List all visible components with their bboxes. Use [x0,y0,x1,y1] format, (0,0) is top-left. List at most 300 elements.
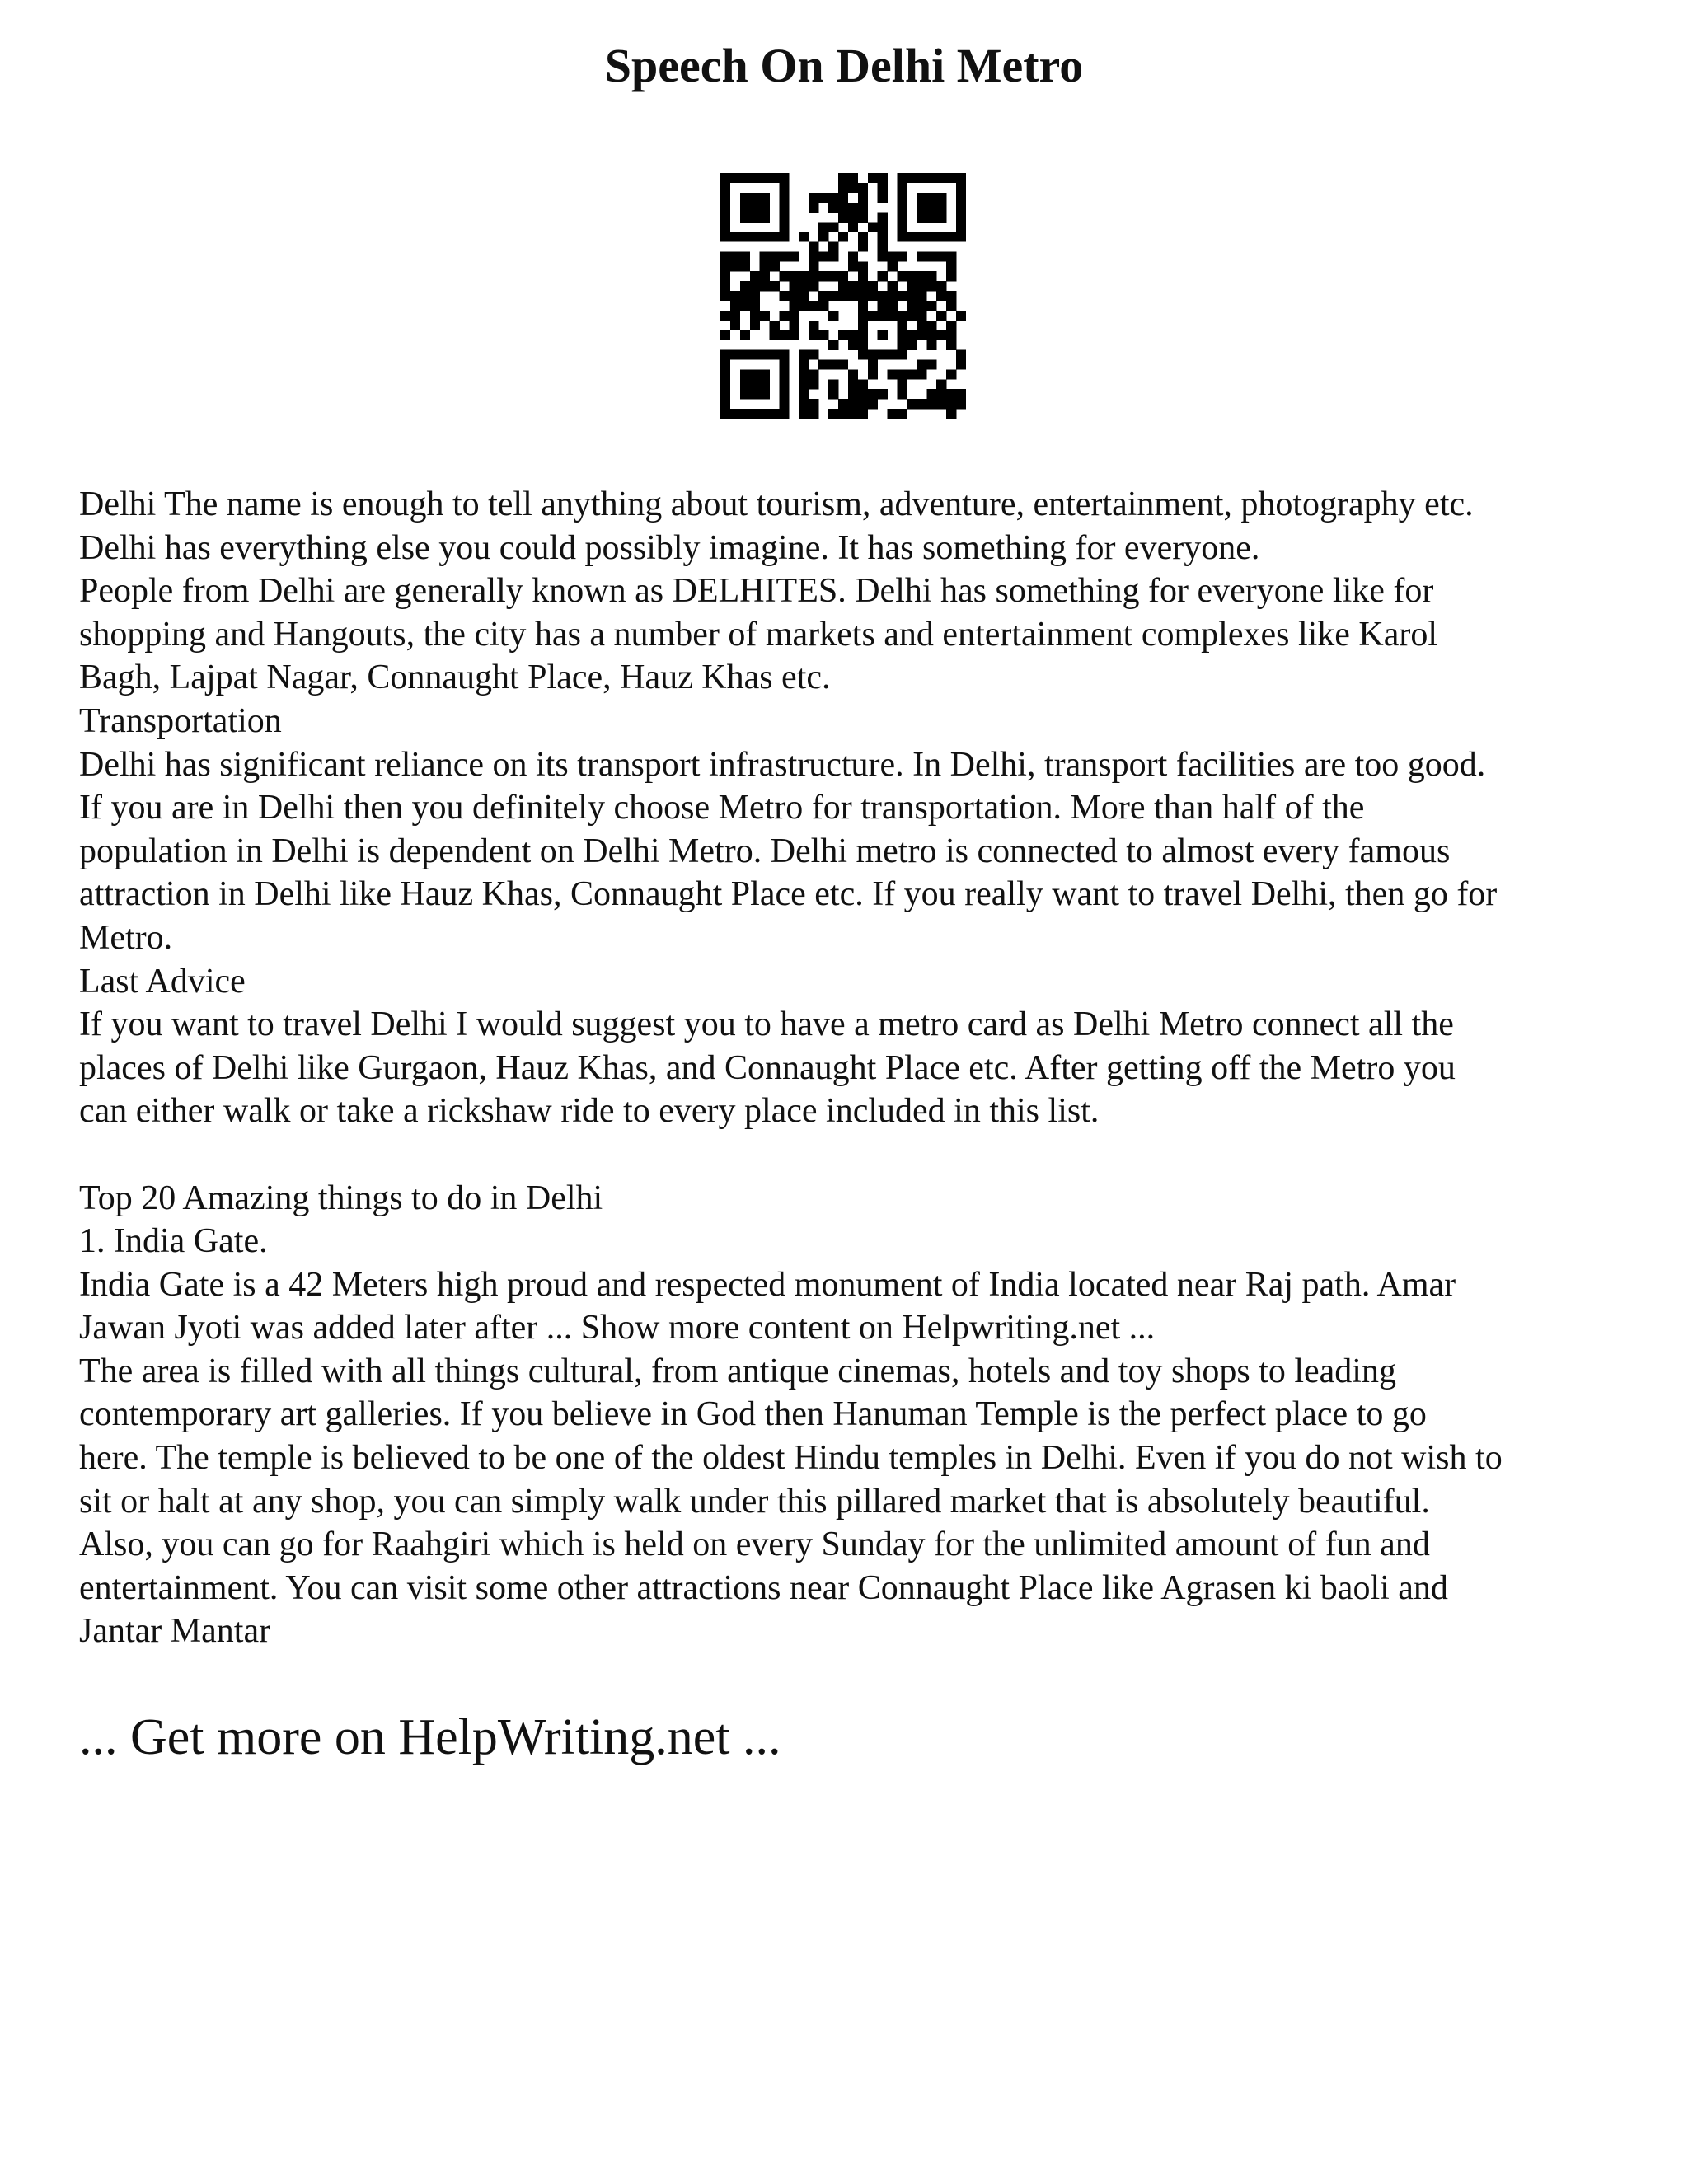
qr-module [907,232,917,242]
qr-module [750,193,760,203]
qr-module [848,389,858,399]
qr-module [926,173,936,183]
qr-module [888,301,898,311]
qr-module [720,173,730,183]
qr-module [740,350,750,360]
get-more-link[interactable]: ... Get more on HelpWriting.net ... [79,1709,781,1765]
qr-module [770,409,780,419]
qr-module [888,350,898,360]
qr-module [720,389,730,399]
qr-module [878,330,888,340]
qr-module [956,193,966,203]
qr-module [809,399,818,409]
qr-module [956,389,966,399]
qr-module [946,261,956,271]
body-line: People from Delhi are generally known as DELHITES. Delhi has something for everyone like for [79,572,1434,611]
qr-module [780,193,790,203]
qr-module [750,311,760,321]
qr-module [780,271,790,281]
qr-module [917,291,926,301]
qr-module [809,350,818,360]
qr-module [838,271,848,281]
qr-module [780,399,790,409]
qr-module [780,173,790,183]
qr-module [858,241,868,251]
body-line: Bagh, Lajpat Nagar, Connaught Place, Hauz Khas etc. [79,658,831,697]
qr-module [740,281,750,291]
qr-module [848,251,858,261]
qr-module [946,340,956,350]
qr-module [799,379,809,389]
qr-module [898,271,907,281]
qr-module [799,409,809,419]
qr-module [858,203,868,213]
qr-module [848,173,858,183]
qr-module [917,203,926,213]
qr-module [760,173,770,183]
body-line: shopping and Hangouts, the city has a number of markets and entertainment complexes like Karol [79,615,1438,654]
body-line: Jantar Mantar [79,1612,271,1651]
qr-module [750,301,760,311]
qr-module [720,359,730,369]
qr-module [770,232,780,242]
qr-module [946,409,956,419]
qr-module [809,321,818,330]
qr-module [858,340,868,350]
qr-module [907,369,917,379]
qr-module [760,261,770,271]
qr-module [750,389,760,399]
qr-module [936,281,946,291]
qr-module [789,330,799,340]
qr-module [828,193,838,203]
qr-module [946,389,956,399]
qr-module [956,213,966,223]
qr-module [878,301,888,311]
qr-module [750,409,760,419]
qr-module [868,350,878,360]
qr-module [740,173,750,183]
qr-module [917,311,926,321]
qr-module [720,251,730,261]
qr-module [917,359,926,369]
qr-module [818,291,828,301]
qr-module [760,271,770,281]
qr-module [809,271,818,281]
qr-module [789,281,799,291]
qr-module [740,213,750,223]
qr-module [898,203,907,213]
qr-module [780,379,790,389]
qr-module [878,251,888,261]
body-line: entertainment. You can visit some other attractions near Connaught Place like Agrasen ki baoli and [79,1568,1448,1607]
qr-module [917,232,926,242]
qr-module [789,271,799,281]
document-body [79,483,1629,1653]
qr-module [789,301,799,311]
qr-module [809,369,818,379]
qr-module [868,369,878,379]
qr-module [780,311,790,321]
qr-module [926,281,936,291]
qr-module [946,399,956,409]
qr-module [809,241,818,251]
qr-module [888,311,898,321]
qr-module [946,251,956,261]
qr-module [720,399,730,409]
qr-module [720,261,730,271]
qr-module [926,232,936,242]
qr-module [898,223,907,232]
qr-module [780,213,790,223]
qr-module [818,232,828,242]
qr-module [720,369,730,379]
qr-module [926,359,936,369]
qr-module [858,291,868,301]
qr-module [799,359,809,369]
qr-module [809,203,818,213]
qr-module [799,301,809,311]
qr-module [858,399,868,409]
body-line: Delhi The name is enough to tell anything about tourism, adventure, entertainment, photography etc. [79,485,1474,523]
qr-module [828,340,838,350]
qr-module [780,359,790,369]
qr-module [838,330,848,340]
qr-module [730,311,740,321]
qr-module [926,321,936,330]
qr-module [917,301,926,311]
qr-module [838,173,848,183]
qr-module [818,251,828,261]
qr-module [946,291,956,301]
body-line: Top 20 Amazing things to do in Delhi [79,1179,603,1217]
qr-module [828,409,838,419]
qr-module [868,173,878,183]
qr-module [730,301,740,311]
qr-module [956,223,966,232]
qr-module [720,213,730,223]
qr-module [946,173,956,183]
qr-module [770,281,780,291]
qr-module [780,409,790,419]
qr-module [898,350,907,360]
qr-module [780,232,790,242]
qr-module [946,301,956,311]
qr-module [936,173,946,183]
qr-module [907,311,917,321]
qr-module [936,379,946,389]
qr-module [888,369,898,379]
qr-module [799,350,809,360]
qr-module [936,399,946,409]
qr-module [946,369,956,379]
qr-module [878,291,888,301]
qr-module [907,399,917,409]
qr-module [946,330,956,340]
qr-module [878,183,888,193]
qr-module [809,261,818,271]
qr-module [848,281,858,291]
body-line [79,1133,1629,1177]
qr-module [730,173,740,183]
body-line: Jawan Jyoti was added later after ... Show more content on Helpwriting.net ... [79,1309,1156,1347]
qr-module [878,213,888,223]
qr-module [956,173,966,183]
qr-module [848,330,858,340]
qr-module [917,369,926,379]
qr-module [760,251,770,261]
body-line: population in Delhi is dependent on Delhi Metro. Delhi metro is connected to almost every famous [79,832,1451,870]
qr-module [858,321,868,330]
qr-module [907,340,917,350]
qr-module [917,321,926,330]
qr-module [740,301,750,311]
qr-module [917,330,926,340]
qr-module [858,193,868,203]
qr-module [740,379,750,389]
qr-module [838,281,848,291]
qr-module [770,330,780,340]
qr-module [740,389,750,399]
qr-module [858,183,868,193]
qr-module [730,232,740,242]
qr-module [838,213,848,223]
qr-module [907,271,917,281]
qr-module [898,232,907,242]
qr-module [789,291,799,301]
qr-module [828,251,838,261]
qr-module [770,321,780,330]
qr-module [760,193,770,203]
qr-module [799,389,809,399]
qr-module [898,251,907,261]
qr-module [926,340,936,350]
qr-module [926,251,936,261]
qr-module [760,203,770,213]
qr-module [878,271,888,281]
qr-module [799,281,809,291]
qr-module [818,271,828,281]
qr-module [780,183,790,193]
qr-module [956,399,966,409]
qr-module [780,369,790,379]
qr-module [818,359,828,369]
qr-module [907,291,917,301]
qr-module [770,173,780,183]
qr-module [878,350,888,360]
qr-code-graphic [720,173,966,419]
qr-module [838,399,848,409]
qr-module [780,203,790,213]
qr-module [888,291,898,301]
qr-module [760,379,770,389]
qr-module [858,389,868,399]
qr-module [858,213,868,223]
qr-module [858,409,868,419]
qr-module [780,350,790,360]
qr-module [838,291,848,301]
qr-module [720,291,730,301]
qr-module [828,203,838,213]
qr-module [818,193,828,203]
qr-module [828,291,838,301]
qr-module [936,330,946,340]
qr-module [917,213,926,223]
qr-module [888,261,898,271]
qr-module [888,409,898,419]
qr-module [858,330,868,340]
qr-module [818,330,828,340]
qr-module [740,203,750,213]
qr-module [868,399,878,409]
qr-module [898,311,907,321]
qr-module [848,340,858,350]
qr-module [858,350,868,360]
qr-module [740,291,750,301]
qr-module [848,261,858,271]
qr-module [926,193,936,203]
body-line: can either walk or take a rickshaw ride to every place included in this list. [79,1092,1100,1131]
qr-module [926,389,936,399]
qr-module [917,251,926,261]
body-line: If you want to travel Delhi I would suggest you to have a metro card as Delhi Metro connect all the [79,1005,1454,1044]
body-line: places of Delhi like Gurgaon, Hauz Khas, and Connaught Place etc. After getting off the Metro you [79,1048,1456,1087]
body-line: Delhi has everything else you could possibly imagine. It has something for everyone. [79,528,1260,567]
qr-module [809,409,818,419]
qr-module [898,330,907,340]
qr-module [809,281,818,291]
qr-module [720,281,730,291]
qr-module [750,369,760,379]
qr-module [750,173,760,183]
qr-module [720,232,730,242]
qr-module [878,173,888,183]
body-line: Delhi has significant reliance on its transport infrastructure. In Delhi, transport facilities are too good. [79,745,1486,784]
qr-module [926,301,936,311]
qr-module [838,183,848,193]
qr-module [878,193,888,203]
qr-module [946,232,956,242]
qr-module [750,350,760,360]
qr-module [809,379,818,389]
qr-module [888,281,898,291]
qr-module [868,281,878,291]
qr-module [789,311,799,321]
qr-module [770,350,780,360]
qr-module [799,271,809,281]
qr-module [898,369,907,379]
body-line: contemporary art galleries. If you believe in God then Hanuman Temple is the perfect place to go [79,1395,1427,1434]
qr-module [898,379,907,389]
qr-module [898,340,907,350]
qr-module [730,409,740,419]
qr-module [848,291,858,301]
qr-module [917,173,926,183]
qr-module [780,330,790,340]
qr-module [946,271,956,281]
body-line: attraction in Delhi like Hauz Khas, Connaught Place etc. If you really want to travel Delhi, then go for [79,875,1498,914]
qr-module [907,330,917,340]
qr-module [898,291,907,301]
qr-module [740,409,750,419]
qr-module [799,291,809,301]
qr-module [740,251,750,261]
qr-module [888,251,898,261]
qr-module [750,321,760,330]
qr-module [838,203,848,213]
qr-module [760,350,770,360]
qr-module [898,193,907,203]
qr-module [799,232,809,242]
qr-module [936,389,946,399]
qr-module [730,321,740,330]
qr-module [858,271,868,281]
qr-module [858,301,868,311]
qr-module [760,409,770,419]
qr-module [956,311,966,321]
qr-module [828,241,838,251]
qr-module [828,311,838,321]
qr-module [770,251,780,261]
qr-module [760,213,770,223]
qr-module [828,359,838,369]
qr-module [750,291,760,301]
qr-module [770,261,780,271]
qr-module [720,271,730,281]
qr-module [750,271,760,281]
qr-module [868,291,878,301]
qr-module [926,271,936,281]
qr-module [838,409,848,419]
qr-module [720,311,730,321]
qr-module [730,251,740,261]
qr-module [780,291,790,301]
qr-module [878,389,888,399]
qr-module [838,359,848,369]
qr-module [878,232,888,242]
qr-module [898,389,907,399]
qr-module [720,379,730,389]
qr-module [898,321,907,330]
qr-module [799,399,809,409]
qr-module [858,261,868,271]
qr-module [789,251,799,261]
qr-module [848,183,858,193]
qr-module [750,213,760,223]
body-line: Transportation [79,701,282,740]
body-line: sit or halt at any shop, you can simply walk under this pillared market that is absolutely beautiful. [79,1482,1430,1521]
qr-module [907,173,917,183]
qr-module [838,193,848,203]
qr-module [878,311,888,321]
qr-module [740,193,750,203]
qr-module [868,223,878,232]
qr-module [936,311,946,321]
qr-module [828,379,838,389]
qr-module [760,311,770,321]
qr-module [956,183,966,193]
qr-module [956,232,966,242]
qr-module [936,291,946,301]
qr-module [720,350,730,360]
qr-module [907,301,917,311]
qr-module [898,409,907,419]
qr-module [868,359,878,369]
qr-module [848,409,858,419]
qr-module [828,223,838,232]
qr-module [868,389,878,399]
qr-code-icon[interactable] [720,173,966,419]
